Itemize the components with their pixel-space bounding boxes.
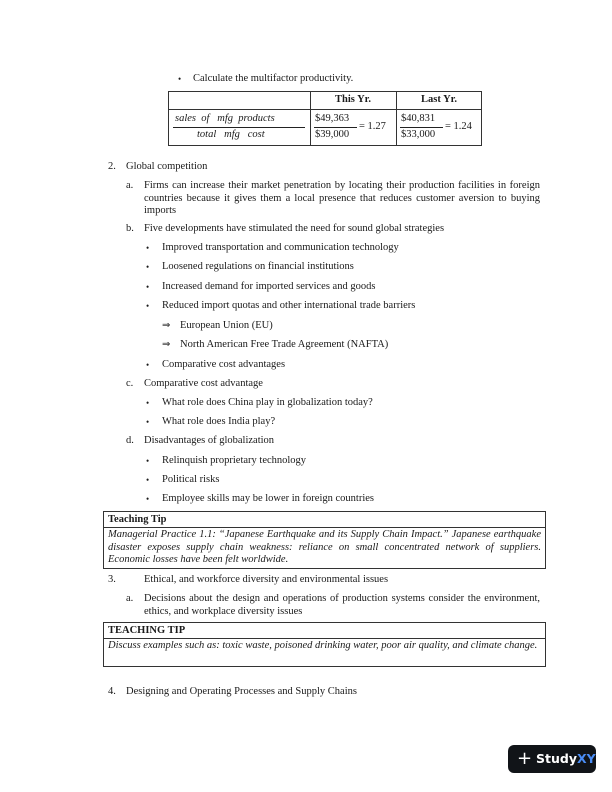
section-3-title: Ethical, and workforce diversity and environmental issues (144, 574, 389, 585)
list-item: Improved transportation and communication technology (162, 242, 399, 253)
studyxy-logo-badge[interactable] (508, 745, 596, 773)
bullet-icon: • (146, 475, 150, 485)
list-item: Comparative cost advantages (162, 359, 286, 370)
this-year-fraction-bar (314, 127, 357, 128)
arrow-icon: ⇒ (162, 320, 171, 331)
formula-denominator: total mfg cost (197, 129, 265, 140)
section-2-number: 2. (108, 161, 116, 172)
section-2c-label: c. (126, 378, 134, 389)
last-year-result: = 1.24 (445, 121, 472, 132)
this-year-result: = 1.27 (359, 121, 386, 132)
section-4-number: 4. (108, 686, 116, 697)
productivity-table (168, 91, 482, 146)
list-item: Relinquish proprietary technology (162, 455, 307, 466)
bullet-icon: • (146, 456, 150, 466)
section-2b-text: Five developments have stimulated the need for sound global strategies (144, 223, 445, 234)
list-item: Increased demand for imported services and goods (162, 281, 376, 292)
section-2d-label: d. (126, 435, 134, 446)
section-2b-label: b. (126, 223, 134, 234)
section-4-title: Designing and Operating Processes and Supply Chains (126, 686, 357, 697)
teaching-tip-box (103, 622, 546, 667)
formula-fraction-bar (173, 127, 305, 128)
header-last-year: Last Yr. (421, 94, 457, 105)
list-item: Political risks (162, 474, 220, 485)
section-3-number: 3. (108, 574, 116, 585)
bullet-icon: • (146, 262, 150, 272)
list-item: Employee skills may be lower in foreign countries (162, 493, 374, 504)
section-3a-text: Decisions about the design and operations of production systems consider the environment, ethics, and workplace diversity issues (144, 593, 540, 617)
list-item: What role does China play in globalization today? (162, 397, 373, 408)
list-item: What role does India play? (162, 416, 276, 427)
section-3a-label: a. (126, 593, 134, 604)
bullet-icon: • (178, 74, 182, 84)
bullet-icon: • (146, 417, 150, 427)
teaching-tip-body: Discuss examples such as: toxic waste, poisoned drinking water, poor air quality, and climate change. (108, 640, 538, 651)
bullet-icon: • (146, 360, 150, 370)
list-item: Reduced import quotas and other international trade barriers (162, 300, 416, 311)
formula-numerator: sales of mfg products (175, 113, 275, 124)
teaching-tip-title: Teaching Tip (104, 512, 545, 528)
bullet-icon: • (146, 282, 150, 292)
bullet-icon: • (146, 243, 150, 253)
arrow-icon: ⇒ (162, 339, 171, 350)
bullet-icon: • (146, 301, 150, 311)
studyxy-logo-text: StudyXY (536, 751, 596, 766)
bullet-icon: • (146, 494, 150, 504)
this-year-numerator: $49,363 (315, 113, 350, 124)
section-2a-text: Firms can increase their market penetration by locating their production facilities in foreign countries because it gives them a local presence that reduces customer aversion to buying imports (144, 180, 540, 216)
section-2d-text: Disadvantages of globalization (144, 435, 275, 446)
intro-text: Calculate the multifactor productivity. (193, 73, 354, 84)
teaching-tip-title: TEACHING TIP (104, 623, 545, 639)
section-2a-label: a. (126, 180, 134, 191)
list-item: Loosened regulations on financial institutions (162, 261, 354, 272)
this-year-denominator: $39,000 (315, 129, 350, 140)
last-year-denominator: $33,000 (401, 129, 436, 140)
last-year-numerator: $40,831 (401, 113, 436, 124)
list-item: European Union (EU) (180, 320, 273, 331)
header-this-year: This Yr. (335, 94, 371, 105)
plus-icon: + (517, 748, 533, 769)
last-year-fraction-bar (400, 127, 443, 128)
section-2-title: Global competition (126, 161, 208, 172)
teaching-tip-box (103, 511, 546, 569)
teaching-tip-body: Managerial Practice 1.1: “Japanese Earthquake and its Supply Chain Impact.” Japanese earthquake disaster exposes supply chain weakness: reliance on small concentrated network of suppliers. Economic losses have been felt worldwide. (108, 529, 541, 565)
bullet-icon: • (146, 398, 150, 408)
list-item: North American Free Trade Agreement (NAFTA) (180, 339, 389, 350)
section-2c-text: Comparative cost advantage (144, 378, 263, 389)
